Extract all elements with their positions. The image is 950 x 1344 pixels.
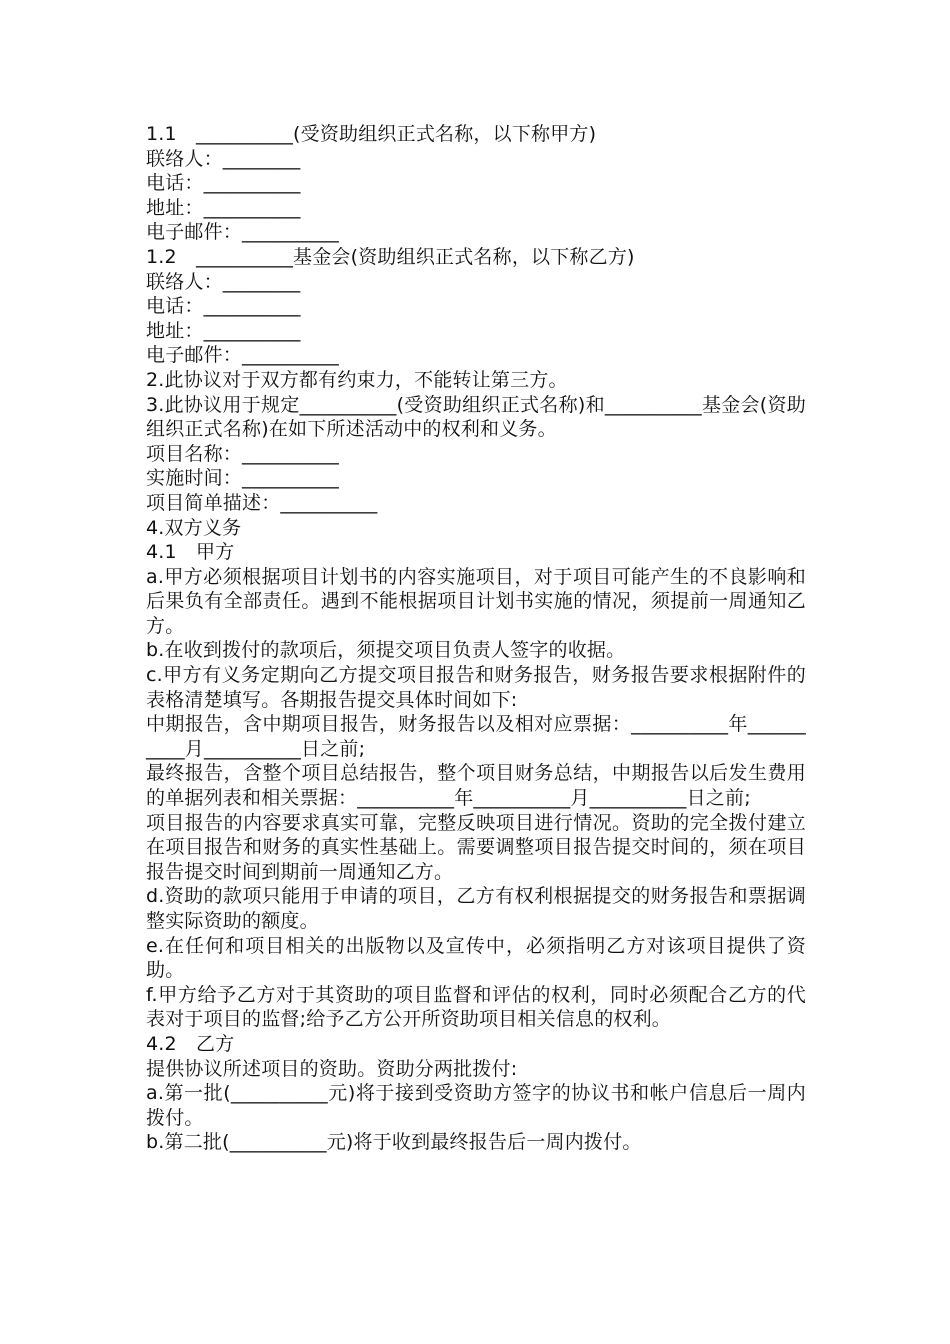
clause-1-1-party-a: 1.1 __________(受资助组织正式名称，以下称甲方)	[146, 123, 597, 145]
clause-4-1-c: c.甲方有义务定期向乙方提交项目报告和财务报告，财务报告要求根据附件的表格清楚填写。各期报告提交具体时间如下:	[146, 664, 806, 711]
clause-4-1-f: f.甲方给予乙方对于其资助的项目监督和评估的权利，同时必须配合乙方的代表对于项目的监督;给予乙方公开所资助项目相关信息的权利。	[146, 983, 806, 1031]
project-description: 项目简单描述：__________	[146, 491, 378, 514]
clause-4-1-d: d.资助的款项只能用于申请的项目，乙方有权利根据提交的财务报告和票据调整实际资助的额度。	[146, 885, 806, 932]
clause-3: 3.此协议用于规定__________(受资助组织正式名称)和__________基金会(资助组织正式名称)在如下所述活动中的权利和义务。	[146, 393, 806, 441]
party-a-contact: 联络人：________	[146, 147, 301, 170]
clause-4-2-a: a.第一批(__________元)将于接到受资助方签字的协议书和帐户信息后一周内拨付。	[146, 1082, 806, 1129]
project-name: 项目名称：__________	[146, 442, 340, 465]
clause-4-1-b: b.在收到拨付的款项后，须提交项目负责人签字的收据。	[146, 639, 626, 662]
party-b-contact: 联络人：________	[146, 270, 301, 293]
clause-4-1-e: e.在任何和项目相关的出版物以及宣传中，必须指明乙方对该项目提供了资助。	[146, 934, 806, 982]
clause-1-2-party-b: 1.2 __________基金会(资助组织正式名称，以下称乙方)	[146, 245, 635, 268]
interim-report-deadline: 中期报告，含中期项目报告，财务报告以及相对应票据：__________年__________月__________日之前;	[146, 713, 806, 760]
agreement-document	[146, 122, 806, 1155]
final-report-deadline: 最终报告，含整个项目总结报告，整个项目财务总结，中期报告以后发生费用的单据列表和相关票据：__________年__________月__________日之前;	[146, 762, 806, 810]
clause-4-2-intro: 提供协议所述项目的资助。资助分两批拨付:	[146, 1057, 518, 1080]
clause-2: 2.此协议对于双方都有约束力，不能转让第三方。	[146, 368, 568, 391]
clause-4-2-b: b.第二批(__________元)将于收到最终报告后一周内拨付。	[146, 1131, 642, 1154]
report-requirements: 项目报告的内容要求真实可靠，完整反映项目进行情况。资助的完全拨付建立在项目报告和财务的真实性基础上。需要调整项目报告提交时间的，须在项目报告提交时间到期前一周通知乙方。	[146, 811, 806, 883]
clause-4-2-heading: 4.2 乙方	[146, 1032, 235, 1055]
party-b-email: 电子邮件：__________	[146, 344, 340, 367]
party-a-email: 电子邮件：__________	[146, 221, 340, 244]
project-period: 实施时间：__________	[146, 467, 340, 490]
clause-4-1-a: a.甲方必须根据项目计划书的内容实施项目，对于项目可能产生的不良影响和后果负有全部责任。遇到不能根据项目计划书实施的情况，须提前一周通知乙方。	[146, 565, 806, 637]
party-b-address: 地址：__________	[146, 319, 301, 342]
clause-4-heading: 4.双方义务	[146, 516, 242, 539]
clause-4-1-heading: 4.1 甲方	[146, 541, 235, 564]
party-a-phone: 电话：__________	[146, 172, 301, 195]
party-b-phone: 电话：__________	[146, 295, 301, 318]
party-a-address: 地址：__________	[146, 196, 301, 219]
